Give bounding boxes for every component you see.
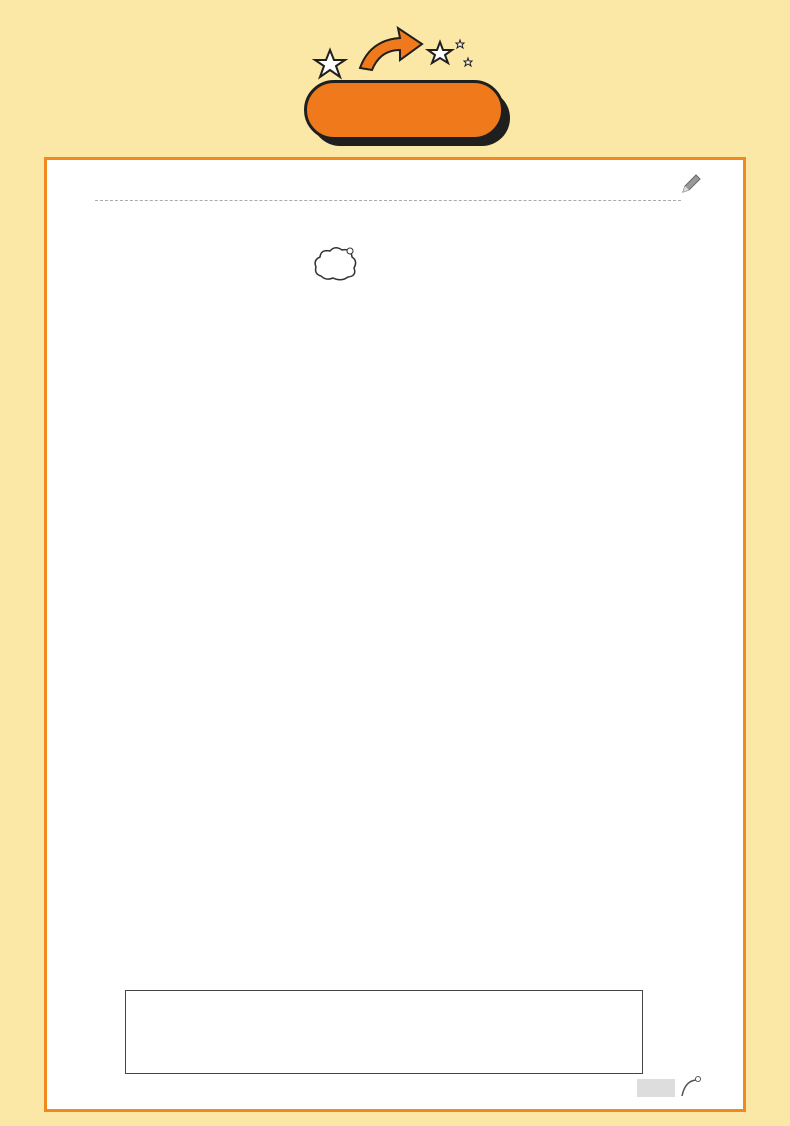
cloud-number-badge: [313, 246, 357, 282]
worksheet: [44, 157, 746, 1112]
page-number: [637, 1079, 675, 1097]
lesson-heading: [313, 246, 363, 282]
more-content-banner[interactable]: [300, 20, 520, 140]
pencil-icon: [679, 172, 703, 196]
correction-grid[interactable]: [125, 990, 643, 1074]
header-divider: [95, 200, 681, 201]
cloud-icon: [313, 246, 357, 282]
swirl-icon: [679, 1075, 703, 1097]
